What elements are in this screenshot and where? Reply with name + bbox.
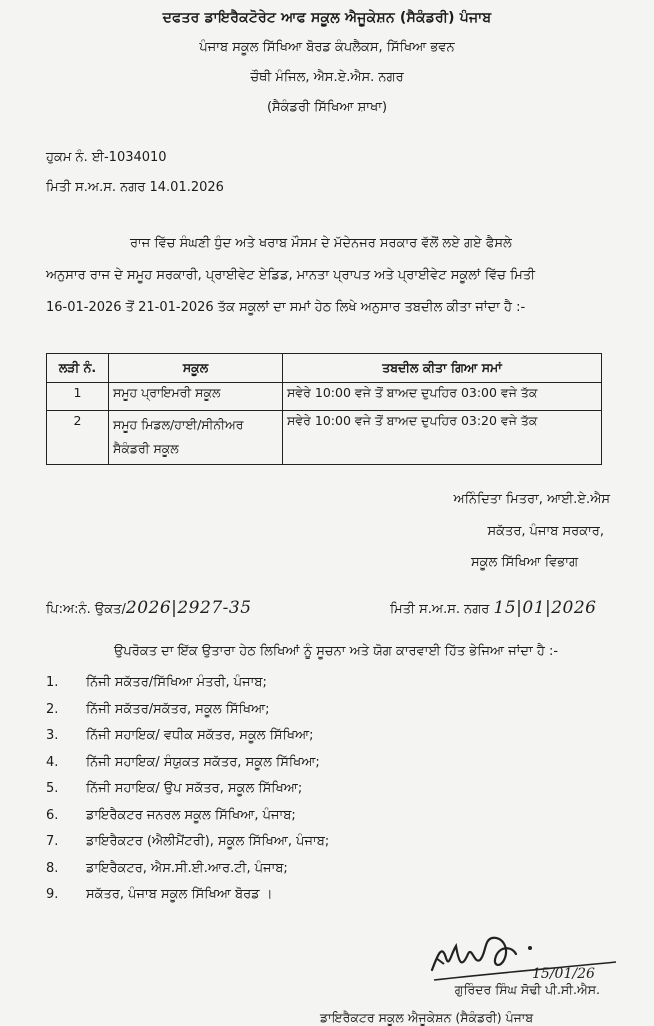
floor-heading: ਚੌਥੀ ਮੰਜਿਲ, ਐਸ.ਏ.ਐਸ. ਨਗਰ (250, 70, 404, 85)
list-item-text: ਨਿੱਜੀ ਸਹਾਇਕ/ ਸੰਯੁਕਤ ਸਕੱਤਰ, ਸਕੂਲ ਸਿੱਖਿਆ; (86, 754, 320, 770)
endorsement-prefix: ਪਿ:ਅ:ਨੰ. ਉਕਤ/ (46, 602, 126, 617)
list-item-number: 9. (46, 887, 59, 902)
table-header-row (47, 354, 602, 383)
list-item-text: ਨਿੱਜੀ ਸਕੱਤਰ/ਸਕੱਤਰ, ਸਕੂਲ ਸਿੱਖਿਆ; (86, 701, 270, 717)
body-line-3: 16-01-2026 ਤੋਂ 21-01-2026 ਤੱਕ ਸਕੂਲਾਂ ਦਾ ਸਮਾਂ ਹੇਠ ਲਿਖੇ ਅਨੁਸਾਰ ਤਬਦੀਲ ਕੀਤਾ ਜਾਂਦਾ ਹੈ :- (46, 300, 526, 315)
signatory-title: ਸਕੱਤਰ, ਪੰਜਾਬ ਸਰਕਾਰ, (487, 524, 604, 539)
list-item-text: ਡਾਇਰੈਕਟਰ ਜਨਰਲ ਸਕੂਲ ਸਿੱਖਿਆ, ਪੰਜਾਬ; (86, 807, 296, 823)
table-row (47, 383, 602, 411)
order-date: ਮਿਤੀ ਸ.ਅ.ਸ. ਨਗਰ 14.01.2026 (46, 180, 224, 195)
endorsement-number (46, 598, 252, 618)
list-item-number: 7. (46, 834, 59, 849)
complex-heading: ਪੰਜਾਬ ਸਕੂਲ ਸਿੱਖਿਆ ਬੋਰਡ ਕੰਪਲੈਕਸ, ਸਿੱਖਿਆ ਭਵਨ (199, 40, 455, 55)
list-item-number: 3. (46, 728, 59, 743)
body-line-2: ਅਨੁਸਾਰ ਰਾਜ ਦੇ ਸਮੂਹ ਸਰਕਾਰੀ, ਪ੍ਰਾਈਵੇਟ ਏਡਿਡ, ਮਾਨਤਾ ਪ੍ਰਾਪਤ ਅਤੇ ਪ੍ਰਾਈਵੇਟ ਸਕੂਲਾਂ ਵਿੱਚ ਮਿਤੀ (46, 268, 536, 283)
list-item-text: ਨਿੱਜੀ ਸਹਾਇਕ/ ਉਪ ਸਕੱਤਰ, ਸਕੂਲ ਸਿੱਖਿਆ; (86, 781, 303, 796)
cell-time: ਸਵੇਰੇ 10:00 ਵਜੇ ਤੋਂ ਬਾਅਦ ਦੁਪਹਿਰ 03:20 ਵਜੇ ਤੱਕ (283, 411, 602, 465)
list-item (46, 776, 329, 803)
director-designation: ਡਾਇਰੈਕਟਰ ਸਕੂਲ ਐਜੂਕੇਸ਼ਨ (ਸੈਕੰਡਰੀ) ਪੰਜਾਬ (320, 1010, 534, 1025)
header-school: ਸਕੂਲ (109, 354, 283, 383)
list-item-text: ਨਿੱਜੀ ਸਕੱਤਰ/ਸਿੱਖਿਆ ਮੰਤਰੀ, ਪੰਜਾਬ; (86, 675, 267, 690)
list-item (46, 829, 329, 856)
body-line-1: ਰਾਜ ਵਿੱਚ ਸੰਘਣੀ ਧੁੰਦ ਅਤੇ ਖਰਾਬ ਮੌਸਮ ਦੇ ਮੱਦੇਨਜਰ ਸਰਕਾਰ ਵੱਲੋਂ ਲਏ ਗਏ ਫੈਸਲੇ (130, 236, 512, 251)
list-item (46, 723, 329, 750)
list-item-number: 2. (46, 701, 59, 717)
endorsement-handwritten-number: 2026|2927-35 (125, 598, 252, 618)
cell-serial: 1 (47, 383, 109, 411)
list-item (46, 856, 329, 883)
signatory-name: ਅਨਿੰਦਿਤਾ ਮਿਤਰਾ, ਆਈ.ਏ.ਐਸ (453, 492, 610, 507)
header-serial: ਲੜੀ ਨੰ. (47, 354, 109, 383)
branch-heading: (ਸੈਕੰਡਰੀ ਸਿੱਖਿਆ ਸ਼ਾਖਾ) (266, 100, 388, 115)
table-row (47, 411, 602, 465)
cell-school: ਸਮੂਹ ਪ੍ਰਾਇਮਰੀ ਸਕੂਲ (109, 383, 283, 411)
list-item (46, 882, 329, 909)
list-item-number: 5. (46, 781, 59, 796)
cell-serial: 2 (47, 411, 109, 465)
director-name: ਗੁਰਿੰਦਰ ਸਿੰਘ ਸੋਢੀ ਪੀ.ਸੀ.ਐਸ. (454, 982, 600, 997)
list-item (46, 697, 329, 724)
list-item-text: ਸਕੱਤਰ, ਪੰਜਾਬ ਸਕੂਲ ਸਿੱਖਿਆ ਬੋਰਡ । (86, 887, 273, 902)
list-item-text: ਡਾਇਰੈਕਟਰ, ਐਸ.ਸੀ.ਈ.ਆਰ.ਟੀ, ਪੰਜਾਬ; (86, 860, 288, 876)
schedule-table (46, 353, 602, 465)
list-item (46, 803, 329, 830)
endorsement-date-prefix: ਮਿਤੀ ਸ.ਅ.ਸ. ਨਗਰ (390, 602, 490, 617)
list-item-number: 1. (46, 675, 59, 690)
handwritten-signature (426, 924, 626, 986)
list-item-text: ਡਾਇਰੈਕਟਰ (ਐਲੀਮੈਂਟਰੀ), ਸਕੂਲ ਸਿੱਖਿਆ, ਪੰਜਾਬ; (86, 834, 330, 849)
list-item (46, 750, 329, 777)
body-paragraph (46, 228, 618, 324)
cell-time: ਸਵੇਰੇ 10:00 ਵਜੇ ਤੋਂ ਬਾਅਦ ਦੁਪਹਿਰ 03:00 ਵਜੇ ਤੱਕ (283, 383, 602, 411)
list-item-text: ਨਿੱਜੀ ਸਹਾਇਕ/ ਵਧੀਕ ਸਕੱਤਰ, ਸਕੂਲ ਸਿੱਖਿਆ; (86, 728, 314, 743)
signature-date: 15/01/26 (532, 966, 595, 982)
header-time: ਤਬਦੀਲ ਕੀਤਾ ਗਿਆ ਸਮਾਂ (283, 354, 602, 383)
signatory-department: ਸਕੂਲ ਸਿੱਖਿਆ ਵਿਭਾਗ (470, 555, 578, 570)
office-heading: ਦਫਤਰ ਡਾਇਰੈਕਟੋਰੇਟ ਆਫ ਸਕੂਲ ਐਜੂਕੇਸ਼ਨ (ਸੈਕੰਡਰੀ) ਪੰਜਾਬ (162, 10, 492, 26)
copy-list (46, 670, 329, 909)
endorsement-date (390, 598, 597, 618)
endorsement-handwritten-date: 15|01|2026 (493, 598, 597, 618)
list-item-number: 6. (46, 807, 59, 823)
list-item (46, 670, 329, 697)
list-item-number: 4. (46, 754, 59, 770)
cell-school: ਸਮੂਹ ਮਿਡਲ/ਹਾਈ/ਸੀਨੀਅਰ ਸੈਕੰਡਰੀ ਸਕੂਲ (109, 411, 283, 465)
order-number: ਹੁਕਮ ਨੰ. ਈ-1034010 (46, 150, 167, 165)
copy-intro: ਉਪਰੋਕਤ ਦਾ ਇੱਕ ਉਤਾਰਾ ਹੇਠ ਲਿਖਿਆਂ ਨੂੰ ਸੂਚਨਾ ਅਤੇ ਯੋਗ ਕਾਰਵਾਈ ਹਿੱਤ ਭੇਜਿਆ ਜਾਂਦਾ ਹੈ :- (114, 644, 559, 659)
list-item-number: 8. (46, 860, 59, 876)
